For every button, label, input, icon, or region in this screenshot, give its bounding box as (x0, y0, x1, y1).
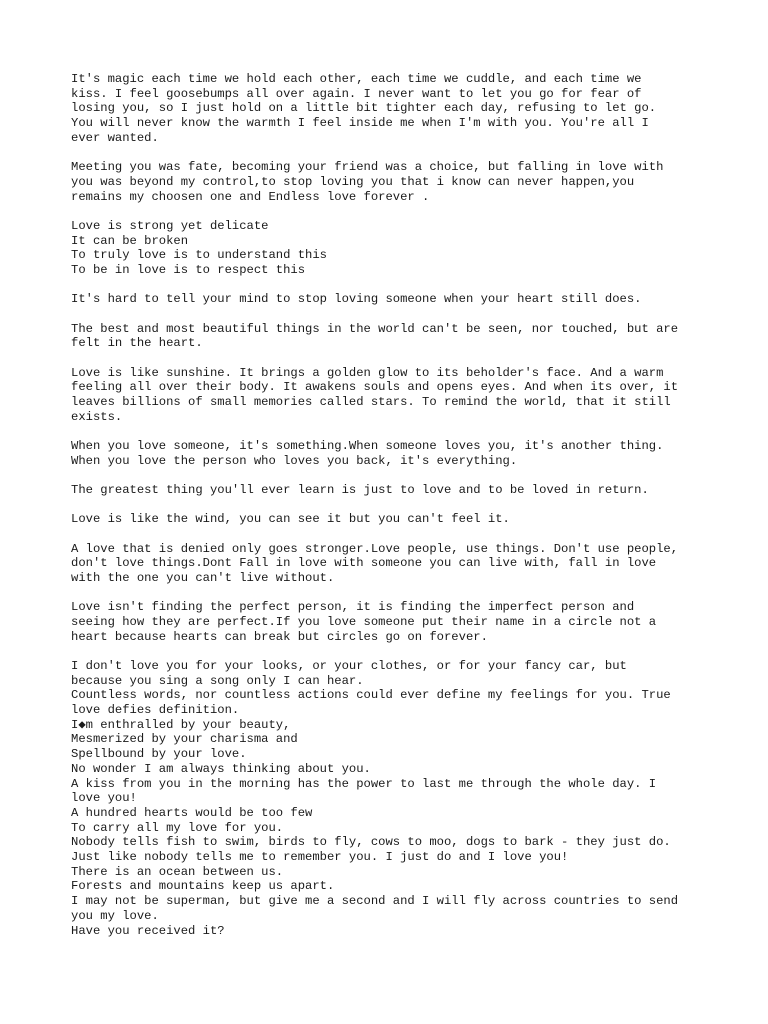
text-line: When you love the person who loves you back, it's everything. (71, 453, 518, 468)
text-line: Love isn't finding the perfect person, it is finding the imperfect person and (71, 600, 635, 615)
paragraph-hard-to-tell (71, 292, 711, 307)
text-line: remains my choosen one and Endless love forever . (71, 189, 430, 204)
text-line: I may not be superman, but give me a second and I will fly across countries to send (71, 894, 679, 909)
text-line: Mesmerized by your charisma and (71, 732, 298, 747)
text-line: The best and most beautiful things in the world can't be seen, nor touched, but are (71, 321, 679, 336)
text-line: I don't love you for your looks, or your clothes, or for your fancy car, but (71, 658, 627, 673)
text-line: I◆m enthralled by your beauty, (71, 717, 291, 732)
text-line: because you sing a song only I can hear. (71, 673, 364, 688)
paragraph-denied-love (71, 542, 711, 586)
text-line: don't love things.Dont Fall in love with someone you can live with, fall in love (71, 556, 657, 571)
text-line: exists. (71, 409, 123, 424)
text-line: To carry all my love for you. (71, 820, 284, 835)
document-page (71, 72, 711, 953)
text-line: Have you received it? (71, 923, 225, 938)
text-line: Spellbound by your love. (71, 747, 247, 762)
text-line: love you! (71, 791, 137, 806)
text-line: Nobody tells fish to swim, birds to fly, cows to moo, dogs to bark - they just do. (71, 835, 671, 850)
text-line: kiss. I feel goosebumps all over again. I never want to let you go for fear of (71, 86, 642, 101)
text-line: It's hard to tell your mind to stop loving someone when your heart still does. (71, 292, 642, 307)
text-line: seeing how they are perfect.If you love someone put their name in a circle not a (71, 614, 657, 629)
paragraph-perfect-person (71, 600, 711, 644)
paragraph-magic (71, 72, 711, 146)
paragraph-best-things (71, 322, 711, 351)
text-line: Just like nobody tells me to remember you. I just do and I love you! (71, 850, 569, 865)
text-line: A hundred hearts would be too few (71, 805, 313, 820)
text-line: you was beyond my control,to stop loving you that i know can never happen,you (71, 174, 635, 189)
paragraph-wind (71, 512, 711, 527)
text-line: leaves billions of small memories called stars. To remind the world, that it still (71, 394, 671, 409)
paragraph-something-everything (71, 439, 711, 468)
text-line: felt in the heart. (71, 336, 203, 351)
text-line: A love that is denied only goes stronger.Love people, use things. Don't use people, (71, 541, 679, 556)
text-line: When you love someone, it's something.When someone loves you, it's another thing. (71, 438, 664, 453)
text-line: You will never know the warmth I feel inside me when I'm with you. You're all I (71, 116, 649, 131)
paragraph-looks-poem (71, 659, 711, 938)
text-line: losing you, so I just hold on a little bit tighter each day, refusing to let go. (71, 101, 657, 116)
text-line: you my love. (71, 908, 159, 923)
text-line: Countless words, nor countless actions could ever define my feelings for you. True (71, 688, 671, 703)
text-line: To be in love is to respect this (71, 262, 306, 277)
text-line: feeling all over their body. It awakens souls and opens eyes. And when its over, it (71, 380, 679, 395)
text-line: heart because hearts can break but circles go on forever. (71, 629, 488, 644)
paragraph-strong-delicate (71, 219, 711, 278)
text-line: with the one you can't live without. (71, 570, 335, 585)
text-line: love defies definition. (71, 703, 240, 718)
text-line: It can be broken (71, 233, 189, 248)
paragraph-fate (71, 160, 711, 204)
text-line: Love is like sunshine. It brings a golden glow to its beholder's face. And a warm (71, 365, 664, 380)
paragraph-greatest-thing (71, 483, 711, 498)
paragraph-sunshine (71, 366, 711, 425)
text-line: Forests and mountains keep us apart. (71, 879, 335, 894)
text-line: To truly love is to understand this (71, 248, 327, 263)
text-line: A kiss from you in the morning has the power to last me through the whole day. I (71, 776, 657, 791)
text-line: No wonder I am always thinking about you. (71, 761, 371, 776)
text-line: It's magic each time we hold each other, each time we cuddle, and each time we (71, 72, 642, 86)
text-line: Love is like the wind, you can see it but you can't feel it. (71, 512, 510, 527)
text-line: The greatest thing you'll ever learn is just to love and to be loved in return. (71, 482, 649, 497)
text-line: ever wanted. (71, 130, 159, 145)
text-line: Love is strong yet delicate (71, 218, 269, 233)
text-line: Meeting you was fate, becoming your friend was a choice, but falling in love with (71, 160, 664, 175)
text-line: There is an ocean between us. (71, 864, 284, 879)
